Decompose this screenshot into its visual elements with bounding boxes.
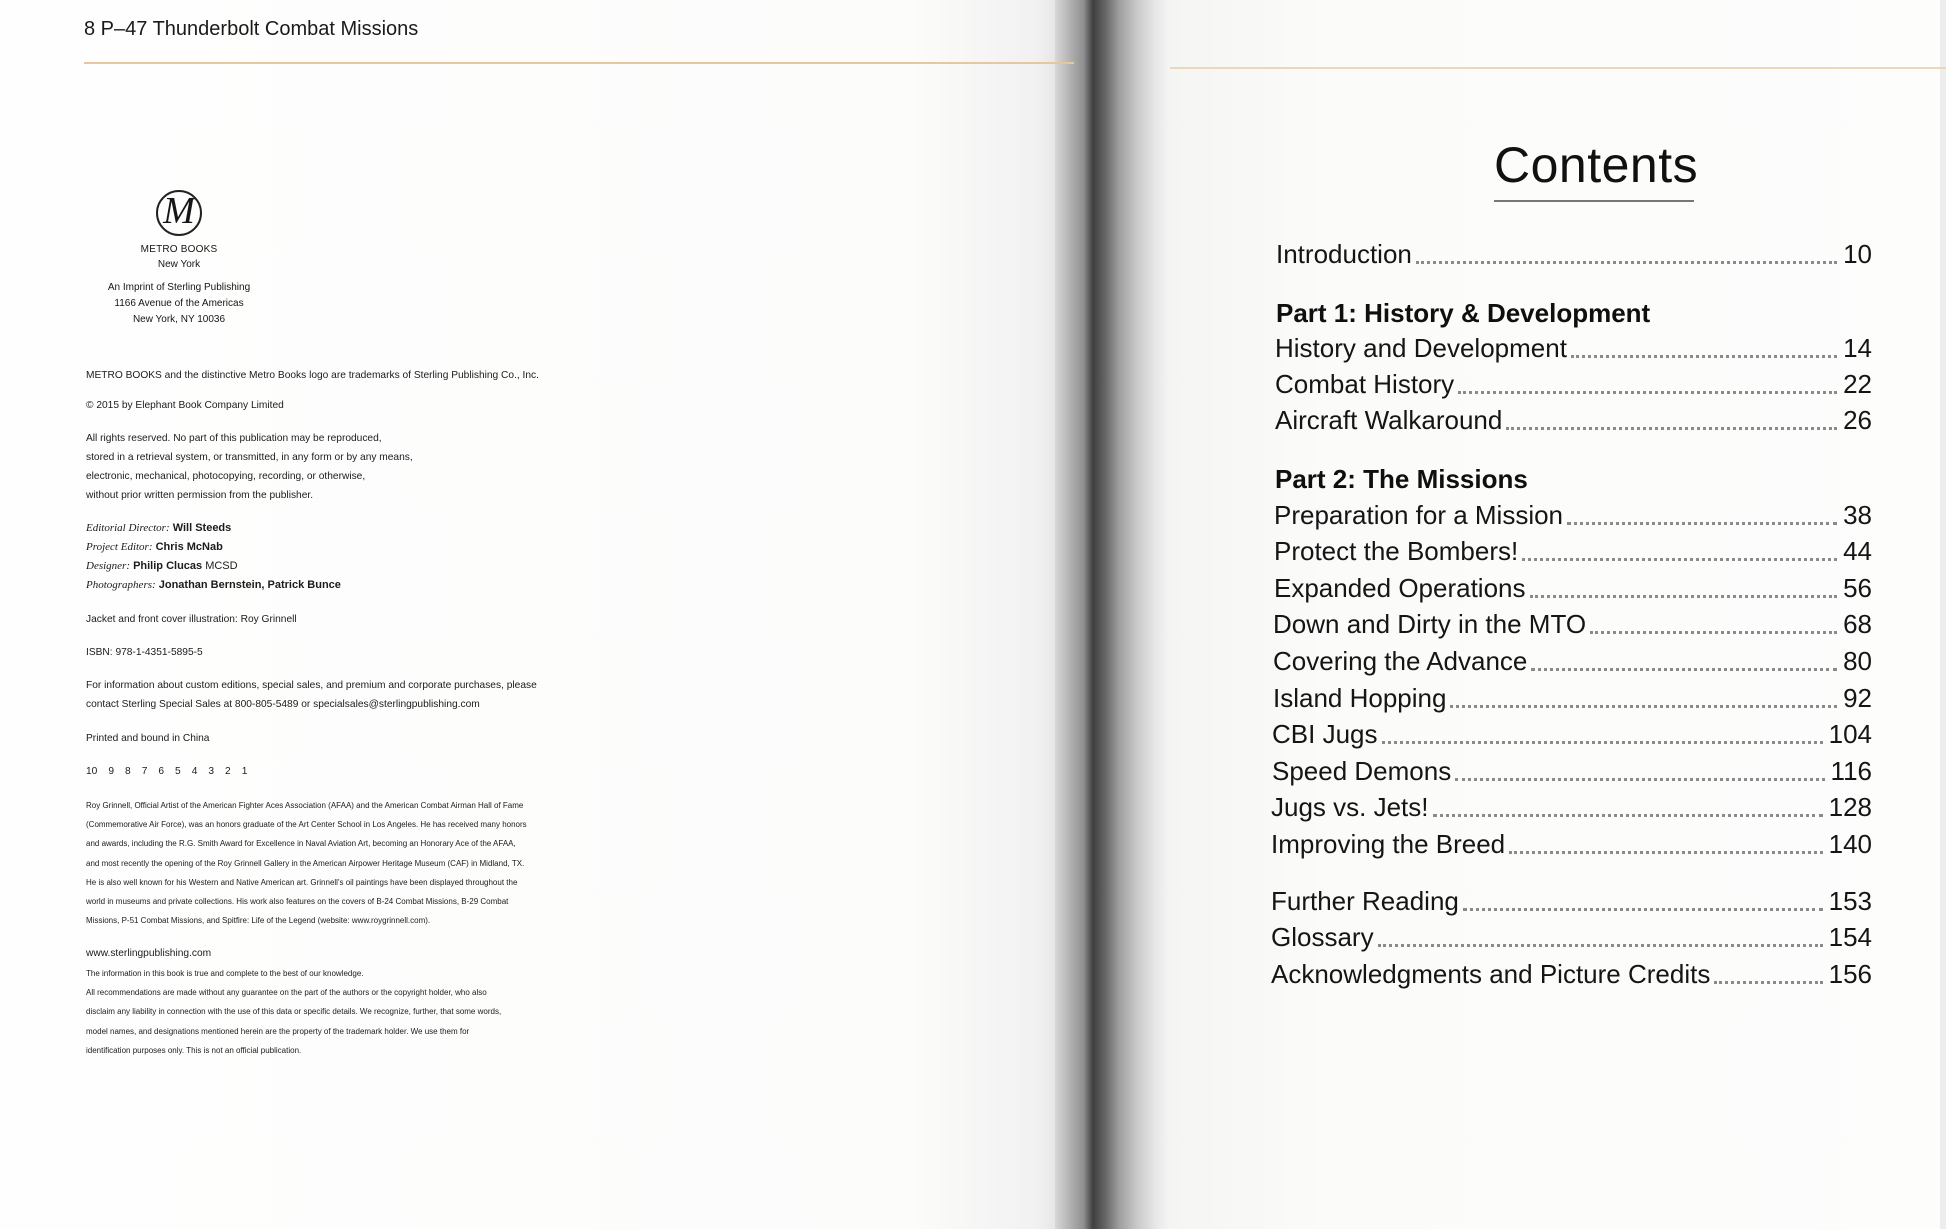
toc-label: History and Development (1275, 333, 1567, 363)
rights-line: without prior written permission from the publisher. (86, 490, 314, 501)
toc-page-number: 116 (1830, 756, 1872, 786)
credits-block (86, 519, 341, 595)
dot-leader (1530, 595, 1838, 598)
toc-entry (1273, 646, 1872, 676)
toc-label: CBI Jugs (1272, 719, 1378, 749)
sales-info (86, 676, 537, 714)
disclaimer-line: All recommendations are made without any guarantee on the part of the authors or the copyright holder, who also (86, 988, 487, 998)
toc-label: Further Reading (1271, 886, 1459, 916)
artist-bio (86, 796, 527, 930)
rights-line: stored in a retrieval system, or transmitted, in any form or by any means, (86, 452, 413, 463)
toc-entry (1271, 829, 1872, 859)
toc-page-number: 80 (1843, 646, 1872, 676)
copyright-notice: © 2015 by Elephant Book Company Limited (86, 400, 284, 411)
bio-line: He is also well known for his Western and Native American art. Grinnell's oil paintings have been displayed throughout the (86, 877, 518, 887)
toc-label: Aircraft Walkaround (1275, 405, 1503, 435)
credit-role: Editorial Director: (86, 522, 170, 534)
toc-part-1-heading: Part 1: History & Development (1276, 298, 1651, 328)
bio-line: (Commemorative Air Force), was an honors graduate of the Art Center School in Los Angeles. He has received many honors (86, 820, 527, 830)
print-number: 7 (141, 766, 148, 777)
toc-entry (1273, 683, 1872, 713)
print-number: 2 (225, 766, 231, 777)
imprint-address (84, 280, 274, 328)
toc-page-number: 10 (1843, 239, 1872, 269)
dot-leader (1463, 908, 1823, 911)
toc-label: Glossary (1271, 922, 1374, 952)
disclaimer-line: disclaim any liability in connection with the use of this data or specific details. We recognize, further, that some words, (86, 1007, 502, 1017)
header-rule-right (1170, 67, 1946, 69)
bio-line: Missions, P-51 Combat Missions, and Spitfire: Life of the Legend (website: www.roygrinnell.com). (86, 916, 431, 926)
disclaimer (86, 964, 501, 1060)
toc-entry (1271, 959, 1872, 989)
dot-leader (1382, 741, 1823, 744)
logo-letter: M (163, 190, 195, 232)
toc-label: Introduction (1276, 239, 1412, 269)
book-gutter-shadow (1055, 0, 1170, 1229)
toc-label: Down and Dirty in the MTO (1273, 609, 1587, 639)
toc-entry (1272, 719, 1872, 749)
toc-page-number: 68 (1843, 609, 1872, 639)
rights-line: electronic, mechanical, photocopying, recording, or otherwise, (86, 471, 366, 482)
credit-suffix: MCSD (205, 560, 238, 572)
credit-name: Jonathan Bernstein, Patrick Bunce (158, 579, 341, 591)
toc-entry (1273, 609, 1872, 639)
credit-role: Photographers: (86, 579, 156, 591)
header-rule (84, 62, 1074, 64)
disclaimer-line: The information in this book is true and complete to the best of our knowledge. (86, 969, 364, 978)
toc-page-number: 154 (1828, 922, 1872, 952)
toc-page-number: 104 (1828, 719, 1872, 749)
isbn: ISBN: 978-1-4351-5895-5 (86, 647, 203, 658)
bio-line: and awards, including the R.G. Smith Award for Excellence in Naval Aviation Art, becoming an Honorary Ace of the AFAA, (86, 839, 516, 849)
toc-page-number: 92 (1843, 683, 1872, 713)
toc-page-number: 128 (1828, 792, 1872, 822)
dot-leader (1567, 522, 1837, 525)
credit-name: Philip Clucas (133, 560, 203, 572)
dot-leader (1590, 631, 1837, 634)
bio-line: world in museums and private collections. His work also features on the covers of B-24 Combat Missions, B-29 Combat (86, 897, 509, 907)
toc-page-number: 153 (1828, 886, 1872, 916)
toc-entry (1274, 536, 1872, 566)
dot-leader (1509, 851, 1822, 854)
rights-line: All rights reserved. No part of this publication may be reproduced, (86, 433, 382, 444)
sales-info-line: For information about custom editions, special sales, and premium and corporate purchases, please (86, 680, 537, 691)
print-number: 1 (241, 766, 248, 777)
publisher-city: New York (157, 259, 201, 270)
dot-leader (1714, 981, 1822, 984)
toc-entry (1274, 573, 1872, 603)
imprint-line: New York, NY 10036 (132, 314, 226, 325)
toc-entry (1271, 886, 1872, 916)
publisher-name: METRO BOOKS (140, 244, 218, 255)
dot-leader (1450, 705, 1837, 708)
dot-leader (1571, 355, 1837, 358)
toc-label: Preparation for a Mission (1274, 500, 1564, 530)
dot-leader (1455, 778, 1824, 781)
rights-block (86, 429, 413, 505)
toc-label: Acknowledgments and Picture Credits (1271, 959, 1711, 989)
dot-leader (1506, 427, 1837, 430)
imprint-line: An Imprint of Sterling Publishing (107, 282, 251, 293)
print-number: 5 (175, 766, 181, 777)
contents-title-rule (1494, 200, 1694, 202)
running-header: 8 P–47 Thunderbolt Combat Missions (84, 18, 419, 40)
dot-leader (1458, 391, 1837, 394)
toc-entry-introduction (1276, 239, 1872, 269)
credit-line (86, 538, 341, 557)
toc-entry (1271, 922, 1872, 952)
disclaimer-line: identification purposes only. This is not an official publication. (86, 1045, 302, 1055)
toc-page-number: 38 (1843, 500, 1872, 530)
printed-in: Printed and bound in China (86, 733, 210, 744)
dot-leader (1416, 261, 1837, 264)
publisher-logo-block (84, 190, 274, 270)
toc-entry (1275, 333, 1872, 363)
page-edge (1940, 0, 1946, 1229)
toc-entry (1275, 369, 1872, 399)
credit-role: Project Editor: (86, 541, 153, 553)
credit-role: Designer: (86, 560, 130, 572)
toc-label: Protect the Bombers! (1274, 536, 1519, 566)
trademark-notice: METRO BOOKS and the distinctive Metro Books logo are trademarks of Sterling Publishing Co., Inc. (86, 370, 539, 381)
bio-line: Roy Grinnell, Official Artist of the American Fighter Aces Association (AFAA) and the American Combat Airman Hall of Fame (86, 801, 524, 810)
toc-page-number: 26 (1843, 405, 1872, 435)
contents-title: Contents (1494, 137, 1699, 193)
print-number: 8 (125, 766, 131, 777)
sales-info-line: contact Sterling Special Sales at 800-805-5489 or specialsales@sterlingpublishing.com (86, 699, 480, 710)
imprint-line: 1166 Avenue of the Americas (114, 298, 244, 309)
toc-page-number: 140 (1828, 829, 1872, 859)
print-number: 9 (108, 766, 115, 777)
jacket-credit: Jacket and front cover illustration: Roy Grinnell (86, 614, 297, 625)
dot-leader (1531, 668, 1837, 671)
dot-leader (1378, 944, 1823, 947)
print-number: 3 (208, 766, 215, 777)
toc-entry (1274, 500, 1872, 530)
toc-label: Island Hopping (1273, 683, 1447, 713)
toc-label: Covering the Advance (1273, 646, 1528, 676)
print-number: 4 (191, 766, 198, 777)
toc-page-number: 156 (1828, 959, 1872, 989)
toc-page-number: 22 (1843, 369, 1872, 399)
credit-line (86, 557, 341, 576)
print-number: 6 (158, 766, 165, 777)
bio-line: and most recently the opening of the Roy Grinnell Gallery in the American Airpower Heritage Museum (CAF) in Midland, TX. (86, 858, 525, 868)
toc-page-number: 44 (1843, 536, 1872, 566)
credit-line (86, 576, 341, 595)
toc-entry (1271, 792, 1872, 822)
toc-page-number: 56 (1843, 573, 1872, 603)
dot-leader (1433, 814, 1823, 817)
credit-line (86, 519, 341, 538)
toc-label: Speed Demons (1272, 756, 1452, 786)
toc-label: Improving the Breed (1271, 829, 1506, 859)
credit-name: Chris McNab (155, 541, 223, 553)
dot-leader (1522, 558, 1837, 561)
toc-label: Expanded Operations (1274, 573, 1526, 603)
print-line-numbers (86, 762, 258, 781)
toc-entry (1272, 756, 1872, 786)
toc-entry (1275, 405, 1872, 435)
metro-books-logo-icon (156, 190, 202, 236)
disclaimer-line: model names, and designations mentioned herein are the property of the trademark holder. We use them for (86, 1026, 470, 1036)
print-number: 10 (86, 766, 98, 777)
toc-page-number: 14 (1843, 333, 1872, 363)
toc-part-2-heading: Part 2: The Missions (1275, 464, 1528, 494)
credit-name: Will Steeds (172, 522, 232, 534)
toc-label: Jugs vs. Jets! (1271, 792, 1429, 822)
toc-label: Combat History (1275, 369, 1455, 399)
publisher-website: www.sterlingpublishing.com (86, 948, 212, 959)
